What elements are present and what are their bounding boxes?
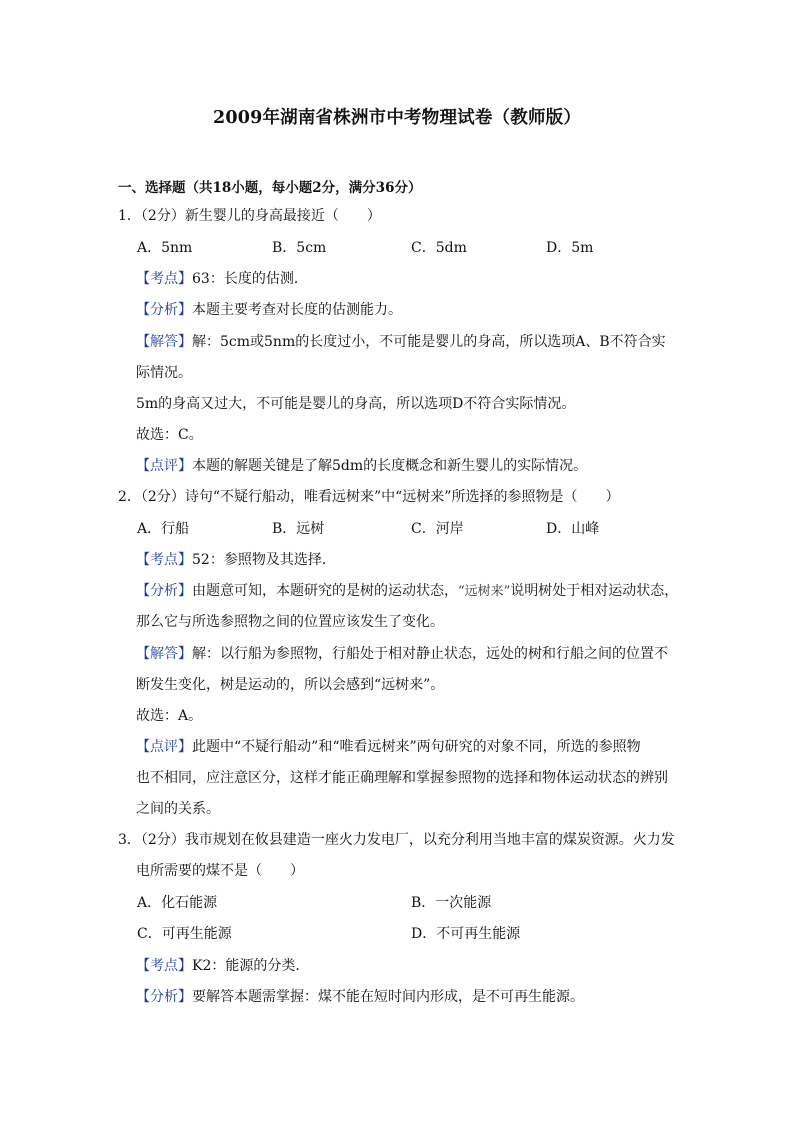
q2-fenxi: [136, 582, 678, 601]
q1-fenxi: [136, 301, 402, 319]
q1-dianping-text: 本题的解题关键是了解5dm的长度概念和新生婴儿的实际情况。: [192, 458, 588, 474]
q3-option-d: D．不可再生能源: [411, 926, 521, 942]
q2-option-c: C．河岸: [411, 521, 464, 537]
q2-fenxi-text-b: 说明树处于相对运动状态，: [510, 583, 679, 599]
q2-option-d: D．山峰: [546, 521, 600, 537]
q1-option-c: C．5dm: [411, 240, 467, 256]
q1-jieda-line-2: 际情况。: [136, 365, 192, 381]
fenxi-tag: 【分析】: [136, 302, 192, 318]
q1-dianping: [136, 457, 587, 475]
q1-jieda: [136, 333, 666, 351]
q3-option-b: B．一次能源: [411, 895, 492, 911]
q1-option-b: B．5cm: [272, 240, 327, 256]
dianping-tag: 【点评】: [136, 458, 192, 474]
kaodian-tag: 【考点】: [136, 552, 192, 568]
q2-option-b: B．远树: [272, 521, 325, 537]
q1-option-a: A．5nm: [137, 240, 193, 256]
kaodian-tag: 【考点】: [136, 958, 192, 974]
q2-fenxi-line-2: 那么它与所选参照物之间的位置应该发生了变化。: [136, 614, 444, 630]
fenxi-tag: 【分析】: [136, 989, 192, 1005]
section-heading: 一、选择题（共18小题，每小题2分，满分36分）: [118, 180, 422, 196]
question-3-stem: 3．（2分）我市规划在攸县建造一座火力发电厂，以充分利用当地丰富的煤炭资源。火力发: [118, 832, 675, 848]
q1-option-d: D．5m: [546, 240, 594, 256]
q3-kaodian: [136, 957, 309, 975]
q2-kaodian-text: 52：参照物及其选择．: [192, 552, 336, 568]
kaodian-tag: 【考点】: [136, 271, 192, 287]
q3-fenxi: [136, 988, 584, 1006]
q2-dianping-line-3: 之间的关系。: [136, 801, 220, 817]
question-2-stem: 2．（2分）诗句“不疑行船动，唯看远树来”中“远树来”所选择的参照物是（ ）: [118, 489, 620, 505]
q2-dianping-text-1: 此题中“不疑行船动”和“唯看远树来”两句研究的对象不同，所选的参照物: [192, 739, 641, 755]
q1-kaodian: [136, 270, 308, 288]
q2-dianping-line-2: 也不相同，应注意区分，这样才能正确理解和掌握参照物的选择和物体运动状态的辨别: [136, 770, 668, 786]
jieda-tag: 【解答】: [136, 646, 192, 662]
q1-kaodian-text: 63：长度的估测．: [192, 271, 308, 287]
q3-kaodian-text: K2：能源的分类．: [192, 958, 310, 974]
q2-dianping: [136, 738, 641, 756]
q1-answer: 故选：C。: [136, 427, 203, 443]
q2-jieda: [136, 645, 668, 663]
q1-jieda-line-3: 5m的身高又过大，不可能是婴儿的身高，所以选项D不符合实际情况。: [136, 396, 576, 412]
q1-fenxi-text: 本题主要考查对长度的估测能力。: [192, 302, 402, 318]
q2-option-a: A．行船: [137, 521, 190, 537]
jieda-tag: 【解答】: [136, 334, 192, 350]
q2-fenxi-quote: “远树来”: [458, 584, 511, 599]
q2-kaodian: [136, 551, 336, 569]
q3-option-c: C．可再生能源: [137, 926, 232, 942]
q2-jieda-line-2: 断发生变化，树是运动的，所以会感到“远树来”。: [136, 677, 445, 693]
question-3-stem-line-2: 电所需要的煤不是（ ）: [136, 863, 304, 879]
dianping-tag: 【点评】: [136, 739, 192, 755]
q2-answer: 故选：A。: [136, 708, 203, 724]
question-1-stem: 1．（2分）新生婴儿的身高最接近（ ）: [118, 208, 381, 224]
page-title: 2009年湖南省株洲市中考物理试卷（教师版）: [212, 108, 582, 128]
q1-jieda-text-1: 解：5cm或5nm的长度过小，不可能是婴儿的身高，所以选项A、B不符合实: [192, 334, 666, 350]
fenxi-tag: 【分析】: [136, 583, 192, 599]
q2-jieda-text-1: 解：以行船为参照物，行船处于相对静止状态，远处的树和行船之间的位置不: [192, 646, 668, 662]
q2-fenxi-text-a: 由题意可知，本题研究的是树的运动状态，: [192, 583, 458, 599]
q3-fenxi-text: 要解答本题需掌握：煤不能在短时间内形成，是不可再生能源。: [192, 989, 584, 1005]
q3-option-a: A．化石能源: [137, 895, 218, 911]
